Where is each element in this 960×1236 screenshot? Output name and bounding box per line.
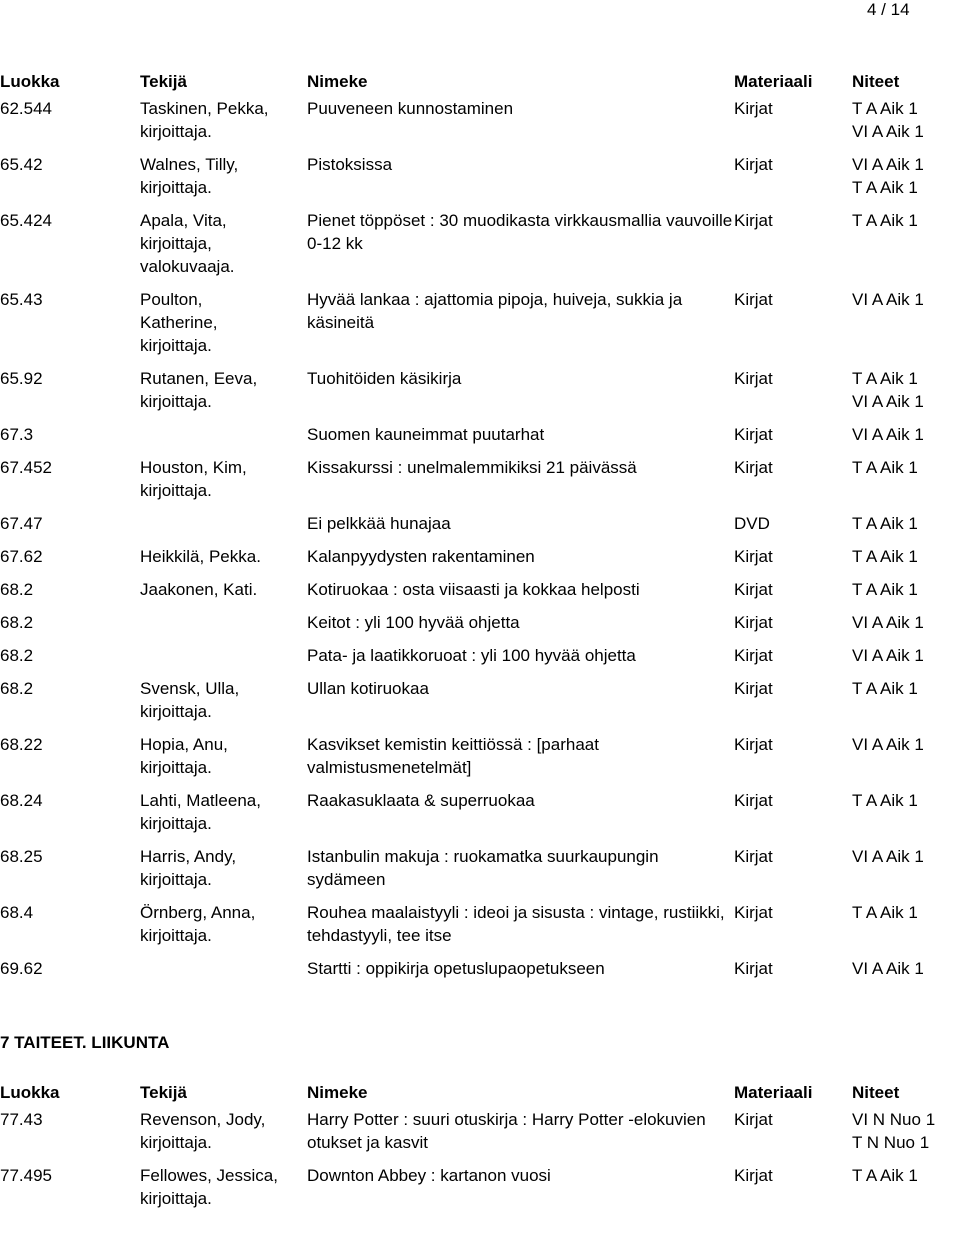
cell-luokka: 68.2	[0, 580, 34, 599]
cell-niteet-line: VI A Aik 1	[852, 290, 924, 309]
cell-tekija-line: Harris, Andy,	[140, 847, 237, 866]
cell-materiaali: Kirjat	[734, 1166, 773, 1185]
cell-luokka: 67.47	[0, 514, 43, 533]
cell-tekija-line: Rutanen, Eeva,	[140, 369, 258, 388]
catalog-table-2	[0, 1081, 960, 1220]
cell-nimeke: Suomen kauneimmat puutarhat	[307, 425, 545, 444]
cell-tekija-line: valokuvaaja.	[140, 257, 235, 276]
cell-luokka: 68.2	[0, 613, 34, 632]
cell-materiaali: Kirjat	[734, 290, 773, 309]
cell-niteet-line: T A Aik 1	[852, 211, 918, 230]
cell-luokka: 68.22	[0, 735, 43, 754]
cell-tekija-line: Poulton,	[140, 290, 203, 309]
cell-niteet-line: T A Aik 1	[852, 679, 918, 698]
cell-niteet-line: T A Aik 1	[852, 514, 918, 533]
cell-niteet	[852, 644, 960, 667]
cell-luokka: 65.92	[0, 369, 43, 388]
cell-niteet	[852, 153, 960, 199]
row-spacer	[0, 891, 960, 901]
table-row	[0, 545, 960, 568]
cell-tekija-line: kirjoittaja.	[140, 481, 212, 500]
cell-nimeke: Keitot : yli 100 hyvää ohjetta	[307, 613, 520, 632]
cell-tekija-line: kirjoittaja,	[140, 234, 212, 253]
row-spacer	[0, 199, 960, 209]
table-row	[0, 512, 960, 535]
cell-tekija-line: Katherine,	[140, 313, 218, 332]
row-spacer	[0, 835, 960, 845]
row-spacer-cell	[0, 199, 960, 209]
header-tekija: Tekijä	[140, 72, 187, 91]
cell-luokka: 65.424	[0, 211, 52, 230]
row-spacer	[0, 980, 960, 990]
cell-nimeke: Istanbulin makuja : ruokamatka suurkaupungin sydämeen	[307, 847, 659, 889]
cell-tekija-line: Houston, Kim,	[140, 458, 247, 477]
table-header-row	[0, 1081, 960, 1108]
cell-luokka: 67.3	[0, 425, 34, 444]
cell-materiaali: Kirjat	[734, 679, 773, 698]
cell-niteet-line: VI N Nuo 1	[852, 1110, 936, 1129]
row-spacer	[0, 278, 960, 288]
cell-niteet	[852, 545, 960, 568]
cell-luokka: 67.62	[0, 547, 43, 566]
cell-niteet	[852, 733, 960, 779]
table-row	[0, 733, 960, 779]
row-spacer-cell	[0, 446, 960, 456]
cell-tekija	[140, 1164, 307, 1210]
row-spacer	[0, 1210, 960, 1220]
catalog-table-1	[0, 70, 960, 990]
cell-niteet	[852, 288, 960, 357]
table-row	[0, 845, 960, 891]
row-spacer-cell	[0, 601, 960, 611]
table-header-row	[0, 70, 960, 97]
row-spacer	[0, 446, 960, 456]
cell-materiaali: Kirjat	[734, 735, 773, 754]
header-luokka: Luokka	[0, 72, 60, 91]
cell-niteet-line: T A Aik 1	[852, 1166, 918, 1185]
cell-tekija-line: Hopia, Anu,	[140, 735, 228, 754]
cell-niteet-line: T A Aik 1	[852, 547, 918, 566]
cell-tekija-line: kirjoittaja.	[140, 814, 212, 833]
row-spacer-cell	[0, 779, 960, 789]
cell-niteet-line: VI A Aik 1	[852, 959, 924, 978]
cell-luokka: 77.495	[0, 1166, 52, 1185]
cell-tekija-line: kirjoittaja.	[140, 758, 212, 777]
cell-luokka: 62.544	[0, 99, 52, 118]
cell-niteet-line: VI A Aik 1	[852, 646, 924, 665]
cell-materiaali: Kirjat	[734, 369, 773, 388]
cell-materiaali: DVD	[734, 514, 770, 533]
row-spacer-cell	[0, 568, 960, 578]
row-spacer-cell	[0, 891, 960, 901]
cell-tekija	[140, 423, 307, 446]
cell-tekija	[140, 288, 307, 357]
cell-niteet-line: VI A Aik 1	[852, 735, 924, 754]
cell-tekija-line: kirjoittaja.	[140, 336, 212, 355]
cell-niteet	[852, 957, 960, 980]
cell-materiaali: Kirjat	[734, 155, 773, 174]
row-spacer	[0, 723, 960, 733]
page-number: 4 / 14	[867, 0, 910, 19]
row-spacer-cell	[0, 143, 960, 153]
cell-niteet-line: VI A Aik 1	[852, 122, 924, 141]
cell-niteet-line: VI A Aik 1	[852, 847, 924, 866]
header-materiaali: Materiaali	[734, 1083, 813, 1102]
cell-tekija-line: Apala, Vita,	[140, 211, 227, 230]
cell-materiaali: Kirjat	[734, 547, 773, 566]
row-spacer	[0, 1154, 960, 1164]
row-spacer	[0, 357, 960, 367]
cell-tekija	[140, 677, 307, 723]
cell-luokka: 68.24	[0, 791, 43, 810]
cell-tekija-line: Fellowes, Jessica,	[140, 1166, 278, 1185]
cell-niteet	[852, 677, 960, 723]
row-spacer	[0, 601, 960, 611]
cell-tekija-line: Svensk, Ulla,	[140, 679, 240, 698]
cell-tekija-line: Jaakonen, Kati.	[140, 580, 258, 599]
row-spacer	[0, 634, 960, 644]
cell-materiaali: Kirjat	[734, 1110, 773, 1129]
row-spacer-cell	[0, 1154, 960, 1164]
row-spacer	[0, 779, 960, 789]
header-nimeke: Nimeke	[307, 72, 368, 91]
cell-niteet-line: VI A Aik 1	[852, 613, 924, 632]
header-niteet: Niteet	[852, 1083, 900, 1102]
cell-tekija	[140, 733, 307, 779]
cell-luokka: 68.25	[0, 847, 43, 866]
cell-materiaali: Kirjat	[734, 903, 773, 922]
table-row	[0, 578, 960, 601]
cell-tekija	[140, 545, 307, 568]
cell-niteet	[852, 423, 960, 446]
table-row	[0, 209, 960, 278]
header-luokka: Luokka	[0, 1083, 60, 1102]
table-row	[0, 644, 960, 667]
cell-tekija-line: kirjoittaja.	[140, 178, 212, 197]
cell-niteet-line: VI A Aik 1	[852, 425, 924, 444]
cell-niteet-line: T A Aik 1	[852, 791, 918, 810]
cell-tekija	[140, 611, 307, 634]
cell-nimeke: Startti : oppikirja opetuslupaopetukseen	[307, 959, 605, 978]
cell-tekija	[140, 456, 307, 502]
cell-materiaali: Kirjat	[734, 847, 773, 866]
cell-tekija	[140, 845, 307, 891]
cell-nimeke: Pistoksissa	[307, 155, 393, 174]
row-spacer-cell	[0, 947, 960, 957]
cell-niteet	[852, 97, 960, 143]
cell-materiaali: Kirjat	[734, 791, 773, 810]
cell-tekija	[140, 97, 307, 143]
cell-nimeke: Kasvikset kemistin keittiössä : [parhaat valmistusmenetelmät]	[307, 735, 599, 777]
cell-materiaali: Kirjat	[734, 425, 773, 444]
row-spacer-cell	[0, 357, 960, 367]
table-row	[0, 153, 960, 199]
cell-tekija-line: kirjoittaja.	[140, 702, 212, 721]
cell-materiaali: Kirjat	[734, 211, 773, 230]
cell-nimeke: Downton Abbey : kartanon vuosi	[307, 1166, 551, 1185]
row-spacer-cell	[0, 1210, 960, 1220]
cell-niteet	[852, 901, 960, 947]
cell-niteet-line: VI A Aik 1	[852, 155, 924, 174]
cell-luokka: 77.43	[0, 1110, 43, 1129]
row-spacer	[0, 413, 960, 423]
row-spacer-cell	[0, 980, 960, 990]
cell-niteet-line: T A Aik 1	[852, 903, 918, 922]
cell-tekija	[140, 957, 307, 980]
cell-niteet	[852, 512, 960, 535]
cell-niteet	[852, 209, 960, 278]
row-spacer	[0, 947, 960, 957]
cell-luokka: 65.43	[0, 290, 43, 309]
cell-niteet	[852, 611, 960, 634]
cell-tekija-line: Örnberg, Anna,	[140, 903, 256, 922]
cell-niteet-line: T A Aik 1	[852, 580, 918, 599]
header-niteet: Niteet	[852, 72, 900, 91]
cell-tekija	[140, 578, 307, 601]
cell-tekija	[140, 367, 307, 413]
cell-niteet	[852, 367, 960, 413]
cell-tekija-line: kirjoittaja.	[140, 926, 212, 945]
header-tekija: Tekijä	[140, 1083, 187, 1102]
table-row	[0, 957, 960, 980]
cell-luokka: 68.4	[0, 903, 34, 922]
row-spacer	[0, 568, 960, 578]
cell-tekija-line: kirjoittaja.	[140, 122, 212, 141]
cell-niteet-line: T A Aik 1	[852, 178, 918, 197]
cell-tekija	[140, 153, 307, 199]
cell-tekija-line: kirjoittaja.	[140, 870, 212, 889]
row-spacer	[0, 667, 960, 677]
row-spacer-cell	[0, 835, 960, 845]
table-row	[0, 1164, 960, 1210]
row-spacer-cell	[0, 634, 960, 644]
cell-niteet	[852, 1164, 960, 1210]
cell-niteet	[852, 1108, 960, 1154]
cell-tekija-line: Revenson, Jody,	[140, 1110, 266, 1129]
cell-luokka: 65.42	[0, 155, 43, 174]
cell-tekija	[140, 789, 307, 835]
cell-materiaali: Kirjat	[734, 99, 773, 118]
header-nimeke: Nimeke	[307, 1083, 368, 1102]
cell-nimeke: Kotiruokaa : osta viisaasti ja kokkaa helposti	[307, 580, 640, 599]
cell-tekija-line: kirjoittaja.	[140, 1189, 212, 1208]
cell-nimeke: Kissakurssi : unelmalemmikiksi 21 päivässä	[307, 458, 637, 477]
row-spacer-cell	[0, 502, 960, 512]
table-row	[0, 901, 960, 947]
cell-tekija-line: Lahti, Matleena,	[140, 791, 261, 810]
table-row	[0, 97, 960, 143]
cell-materiaali: Kirjat	[734, 646, 773, 665]
table-row	[0, 1108, 960, 1154]
table-row	[0, 789, 960, 835]
cell-nimeke: Pienet töppöset : 30 muodikasta virkkausmallia vauvoille 0-12 kk	[307, 211, 733, 253]
cell-luokka: 67.452	[0, 458, 52, 477]
section-title: 7 TAITEET. LIIKUNTA	[0, 1033, 170, 1052]
header-materiaali: Materiaali	[734, 72, 813, 91]
row-spacer-cell	[0, 413, 960, 423]
cell-materiaali: Kirjat	[734, 580, 773, 599]
cell-luokka: 68.2	[0, 679, 34, 698]
cell-nimeke: Tuohitöiden käsikirja	[307, 369, 462, 388]
cell-nimeke: Puuveneen kunnostaminen	[307, 99, 514, 118]
cell-niteet	[852, 456, 960, 502]
cell-niteet	[852, 578, 960, 601]
cell-nimeke: Pata- ja laatikkoruoat : yli 100 hyvää ohjetta	[307, 646, 636, 665]
cell-nimeke: Kalanpyydysten rakentaminen	[307, 547, 535, 566]
table-row	[0, 677, 960, 723]
cell-tekija	[140, 209, 307, 278]
cell-niteet-line: T N Nuo 1	[852, 1133, 930, 1152]
row-spacer	[0, 535, 960, 545]
cell-tekija-line: kirjoittaja.	[140, 1133, 212, 1152]
cell-niteet-line: T A Aik 1	[852, 458, 918, 477]
cell-tekija-line: kirjoittaja.	[140, 392, 212, 411]
table-row	[0, 456, 960, 502]
cell-tekija	[140, 901, 307, 947]
cell-luokka: 68.2	[0, 646, 34, 665]
table-row	[0, 367, 960, 413]
cell-nimeke: Harry Potter : suuri otuskirja : Harry Potter -elokuvien otukset ja kasvit	[307, 1110, 706, 1152]
table-row	[0, 288, 960, 357]
table-row	[0, 611, 960, 634]
cell-nimeke: Rouhea maalaistyyli : ideoi ja sisusta : vintage, rustiikki, tehdastyyli, tee itse	[307, 903, 725, 945]
row-spacer-cell	[0, 723, 960, 733]
cell-tekija	[140, 512, 307, 535]
cell-niteet-line: T A Aik 1	[852, 99, 918, 118]
cell-materiaali: Kirjat	[734, 613, 773, 632]
cell-nimeke: Ullan kotiruokaa	[307, 679, 429, 698]
cell-luokka: 69.62	[0, 959, 43, 978]
cell-tekija	[140, 644, 307, 667]
cell-tekija-line: Heikkilä, Pekka.	[140, 547, 261, 566]
cell-materiaali: Kirjat	[734, 458, 773, 477]
cell-tekija-line: Taskinen, Pekka,	[140, 99, 269, 118]
cell-materiaali: Kirjat	[734, 959, 773, 978]
cell-niteet-line: VI A Aik 1	[852, 392, 924, 411]
cell-tekija	[140, 1108, 307, 1154]
cell-niteet	[852, 845, 960, 891]
cell-nimeke: Ei pelkkää hunajaa	[307, 514, 451, 533]
cell-niteet-line: T A Aik 1	[852, 369, 918, 388]
cell-tekija-line: Walnes, Tilly,	[140, 155, 239, 174]
cell-niteet	[852, 789, 960, 835]
row-spacer	[0, 502, 960, 512]
row-spacer-cell	[0, 667, 960, 677]
cell-nimeke: Raakasuklaata & superruokaa	[307, 791, 535, 810]
row-spacer	[0, 143, 960, 153]
row-spacer-cell	[0, 535, 960, 545]
table-row	[0, 423, 960, 446]
row-spacer-cell	[0, 278, 960, 288]
cell-nimeke: Hyvää lankaa : ajattomia pipoja, huiveja, sukkia ja käsineitä	[307, 290, 683, 332]
